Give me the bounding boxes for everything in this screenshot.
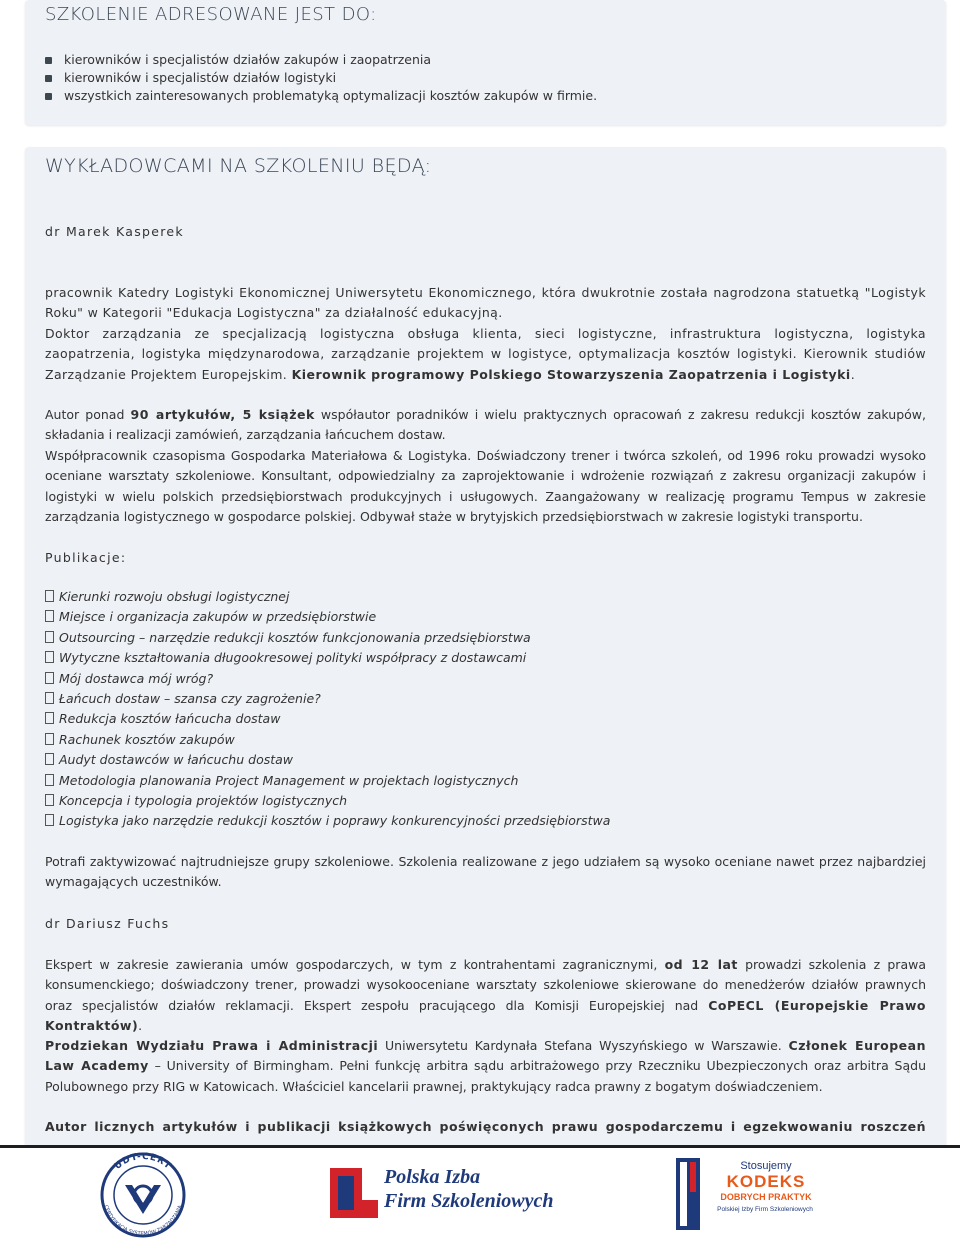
publications-label: Publikacje: bbox=[45, 550, 127, 565]
bold-text: Prodziekan Wydziału Prawa i Administracji bbox=[45, 1038, 379, 1053]
kodeks-logo bbox=[676, 1158, 826, 1230]
list-item: wszystkich zainteresowanych problematyką optymalizacji kosztów zakupów w firmie. bbox=[45, 87, 597, 105]
missing-glyph-icon bbox=[45, 733, 54, 745]
bold-text: 90 artykułów, 5 książek bbox=[130, 407, 315, 422]
missing-glyph-icon bbox=[45, 651, 54, 663]
lecturer-name: dr Dariusz Fuchs bbox=[45, 916, 170, 931]
lecturer-paragraph: Potrafi zaktywizować najtrudniejsze grupy szkoleniowe. Szkolenia realizowane z jego udziałem są wysoko oceniane nawet przez najbardziej wymagających uczestników. bbox=[45, 854, 926, 890]
missing-glyph-icon bbox=[45, 610, 54, 622]
missing-glyph-icon bbox=[45, 590, 54, 602]
list-item: Metodologia planowania Project Management w projektach logistycznych bbox=[45, 771, 610, 791]
publications-list bbox=[45, 587, 610, 832]
list-item: Miejsce i organizacja zakupów w przedsiębiorstwie bbox=[45, 607, 610, 627]
pifs-logo bbox=[328, 1164, 568, 1220]
list-item: Łańcuch dostaw – szansa czy zagrożenie? bbox=[45, 689, 610, 709]
pifs-line-1: Polska Izba bbox=[384, 1166, 481, 1188]
lecturers-title: WYKŁADOWCAMI NA SZKOLENIU BĘDĄ: bbox=[45, 155, 432, 177]
missing-glyph-icon bbox=[45, 814, 54, 826]
missing-glyph-icon bbox=[45, 631, 54, 643]
pifs-line-2: Firm Szkoleniowych bbox=[384, 1190, 554, 1212]
audience-section bbox=[25, 0, 946, 125]
missing-glyph-icon bbox=[45, 692, 54, 704]
list-item: Outsourcing – narzędzie redukcji kosztów funkcjonowania przedsiębiorstwa bbox=[45, 628, 610, 648]
lecturer-paragraph: Doktor zarządzania ze specjalizacją logistyczna obsługa klienta, sieci logistyczne, infrastruktura logistyczna, logistyka zaopatrzenia, logistyka międzynarodowa, zarządzanie projektem w logistyce, optymalizacja kosztów logistyki. Kierownik studiów Zarządzanie Projektem Europejskim. Kierownik programowy Polskiego Stowarzyszenia Zaopatrzenia i Logistyki. bbox=[45, 326, 926, 382]
lecturers-section bbox=[25, 147, 946, 1147]
lecturer-paragraph: Autor ponad 90 artykułów, 5 książek współautor poradników i wielu praktycznych opracowań z zakresu redukcji kosztów zakupów, składania i realizacji zamówień, zarządzania łańcuchem dostaw. bbox=[45, 407, 926, 443]
svg-text:CERTYFIKACJA SYSTEMÓW ZARZĄDZA: CERTYFIKACJA SYSTEMÓW ZARZĄDZANIA bbox=[102, 1204, 184, 1238]
list-item: kierowników i specjalistów działów logistyki bbox=[45, 69, 597, 87]
audience-list bbox=[45, 51, 597, 105]
missing-glyph-icon bbox=[45, 712, 54, 724]
lecturer-name: dr Marek Kasperek bbox=[45, 224, 184, 239]
pifs-emblem-icon bbox=[328, 1164, 380, 1220]
lecturer-paragraph: pracownik Katedry Logistyki Ekonomicznej Uniwersytetu Ekonomicznego, która dwukrotnie została nagrodzona statuetką "Logistyk Roku" w Kategorii "Edukacja Logistyczna" za działalność edukacyjną. bbox=[45, 285, 926, 321]
missing-glyph-icon bbox=[45, 753, 54, 765]
bullet-icon bbox=[45, 75, 52, 82]
missing-glyph-icon bbox=[45, 672, 54, 684]
bold-text: Członek European Law Academy bbox=[45, 1038, 926, 1074]
lecturer-paragraph: Prodziekan Wydziału Prawa i Administracji Uniwersytetu Kardynała Stefana Wyszyńskiego w Warszawie. Członek European Law Academy – University of Birmingham. Pełni funkcję arbitra sądu arbitrażowego przy Rzeczniku Ubezpieczonych oraz arbitra Sądu Polubownego przy RIG w Katowicach. Właściciel kancelarii prawnej, praktykujący radca prawny z bogatym doświadczeniem. bbox=[45, 1038, 926, 1094]
list-item: Redukcja kosztów łańcucha dostaw bbox=[45, 709, 610, 729]
footer-logos bbox=[0, 1145, 960, 1238]
list-item: Audyt dostawców w łańcuchu dostaw bbox=[45, 750, 610, 770]
list-item: Logistyka jako narzędzie redukcji kosztów i poprawy konkurencyjności przedsiębiorstwa bbox=[45, 811, 610, 831]
bold-text: Autor licznych artykułów i publikacji książkowych poświęconych prawu gospodarczemu i egzekwowaniu roszczeń bbox=[45, 1119, 926, 1134]
missing-glyph-icon bbox=[45, 794, 54, 806]
list-item: Mój dostawca mój wróg? bbox=[45, 669, 610, 689]
kodeks-line-2: KODEKS bbox=[726, 1172, 806, 1191]
list-item: Wytyczne kształtowania długookresowej polityki współpracy z dostawcami bbox=[45, 648, 610, 668]
bold-text: CoPECL (Europejskie Prawo Kontraktów) bbox=[45, 997, 926, 1034]
lecturer-paragraph bbox=[45, 1117, 926, 1137]
bold-text: Kierownik programowy Polskiego Stowarzyszenia Zaopatrzenia i Logistyki bbox=[291, 366, 851, 382]
kodeks-line-1: Stosujemy bbox=[740, 1160, 792, 1172]
missing-glyph-icon bbox=[45, 774, 54, 786]
udt-cert-logo bbox=[95, 1152, 191, 1238]
list-item: Rachunek kosztów zakupów bbox=[45, 730, 610, 750]
list-item: Koncepcja i typologia projektów logistycznych bbox=[45, 791, 610, 811]
bullet-icon bbox=[45, 93, 52, 100]
lecturer-paragraph: Ekspert w zakresie zawierania umów gospodarczych, w tym z kontrahentami zagranicznymi, od 12 lat prowadzi szkolenia z prawa konsumenckiego; doświadczony trener, prowadzi wysokooceniane warsztaty szkoleniowe skierowane do menedżerów działów prawnych oraz specjalistów działów reklamacji. Ekspert zespołu pracującego dla Komisji Europejskiej nad CoPECL (Europejskie Prawo Kontraktów). bbox=[45, 957, 926, 1034]
svg-text:UDT-CERT: UDT-CERT bbox=[112, 1152, 174, 1172]
pifs-vertical-emblem-icon bbox=[676, 1158, 700, 1230]
list-item: kierowników i specjalistów działów zakupów i zaopatrzenia bbox=[45, 51, 597, 69]
bold-text: od 12 lat bbox=[664, 957, 738, 972]
audience-title: SZKOLENIE ADRESOWANE JEST DO: bbox=[45, 4, 377, 25]
bullet-icon bbox=[45, 57, 52, 64]
list-item: Kierunki rozwoju obsługi logistycznej bbox=[45, 587, 610, 607]
kodeks-line-4: Polskiej Izby Firm Szkoleniowych bbox=[717, 1206, 813, 1213]
kodeks-line-3: DOBRYCH PRAKTYK bbox=[720, 1192, 812, 1202]
lecturer-paragraph: Współpracownik czasopisma Gospodarka Materiałowa & Logistyka. Doświadczony trener i twórca szkoleń, od 1996 roku prowadzi wysoko oceniane warsztaty szkoleniowe. Konsultant, odpowiedzialny za zaprojektowanie i wdrożenie rozwiązań z zakresu organizacji zakupów i logistyki w wielu polskich przedsiębiorstwach produkcyjnych i usługowych. Zaangażowany w realizację programu Tempus w zakresie zarządzania logistycznego w gospodarce polskiej. Odbywał staże w brytyjskich przedsiębiorstwach w zakresie logistyki transportu. bbox=[45, 448, 926, 525]
